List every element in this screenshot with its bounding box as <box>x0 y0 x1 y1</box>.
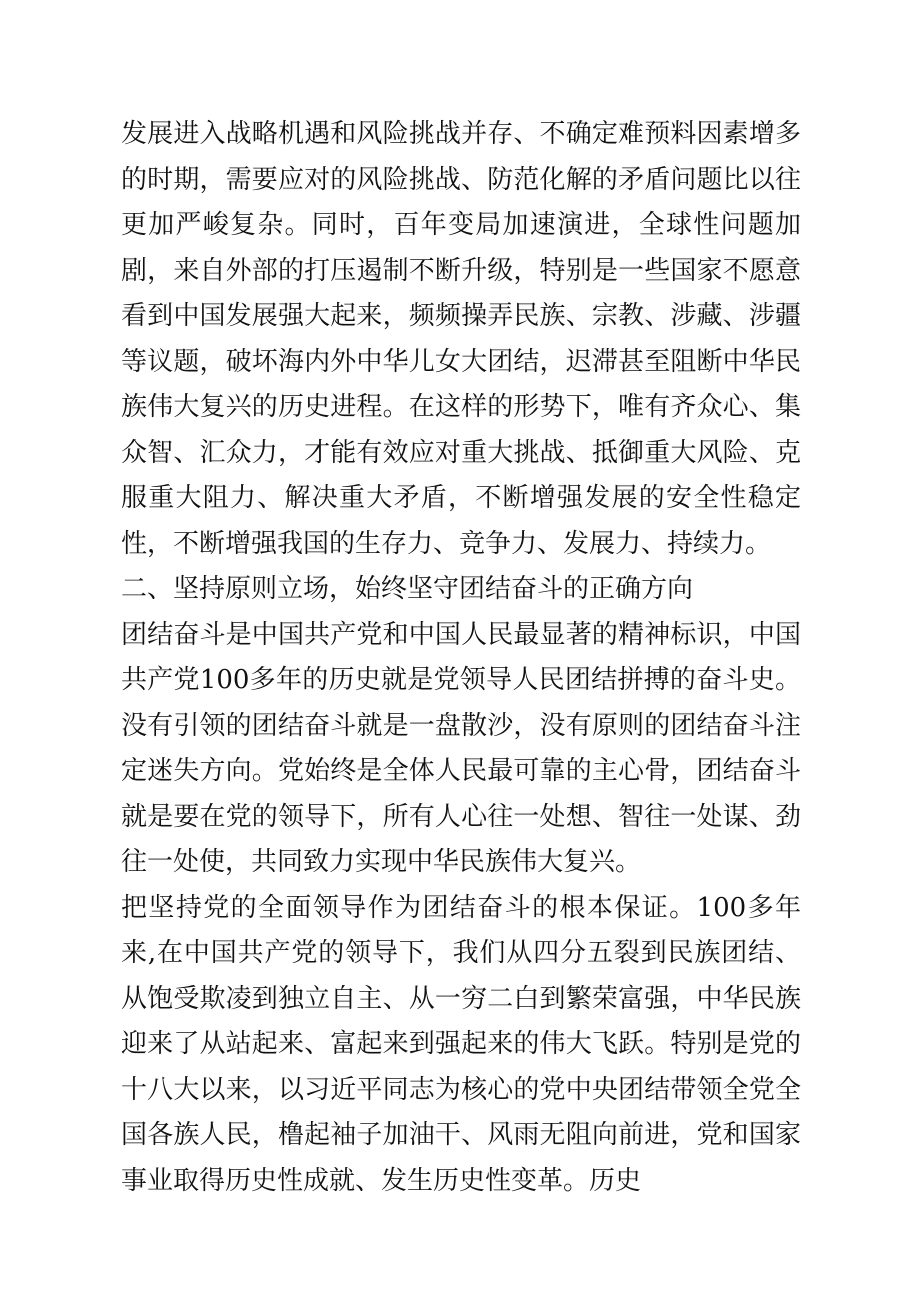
body-paragraph-1: 发展进入战略机遇和风险挑战并存、不确定难预料因素增多的时期，需要应对的风险挑战、防范化解的矛盾问题比以往更加严峻复杂。同时，百年变局加速演进，全球性问题加剧，来自外部的打压遏制不断升级，特别是一些国家不愿意看到中国发展强大起来，频频操弄民族、宗教、涉藏、涉疆等议题，破坏海内外中华儿女大团结，迟滞甚至阻断中华民族伟大复兴的历史进程。在这样的形势下，唯有齐众心、集众智、汇众力，才能有效应对重大挑战、抵御重大风险、克服重大阻力、解决重大矛盾，不断增强发展的安全性稳定性，不断增强我国的生存力、竞争力、发展力、持续力。 <box>121 119 801 559</box>
section-heading: 二、坚持原则立场，始终坚守团结奋斗的正确方向 <box>121 574 694 604</box>
document-body <box>121 112 801 1204</box>
body-paragraph-2: 团结奋斗是中国共产党和中国人民最显著的精神标识，中国共产党100多年的历史就是党领导人民团结拼搏的奋斗史。没有引领的团结奋斗就是一盘散沙，没有原则的团结奋斗注定迷失方向。党始终是全体人民最可靠的主心骨，团结奋斗就是要在党的领导下，所有人心往一处想、智往一处谋、劲往一处使，共同致力实现中华民族伟大复兴。 <box>121 619 801 877</box>
body-paragraph-3: 把坚持党的全面领导作为团结奋斗的根本保证。100多年来,在中国共产党的领导下，我们从四分五裂到民族团结、从饱受欺凌到独立自主、从一穷二白到繁荣富强，中华民族迎来了从站起来、富起来到强起来的伟大飞跃。特别是党的十八大以来，以习近平同志为核心的党中央团结带领全党全国各族人民，橹起袖子加油干、风雨无阻向前进，党和国家事业取得历史性成就、发生历史性变革。历史 <box>121 892 801 1196</box>
